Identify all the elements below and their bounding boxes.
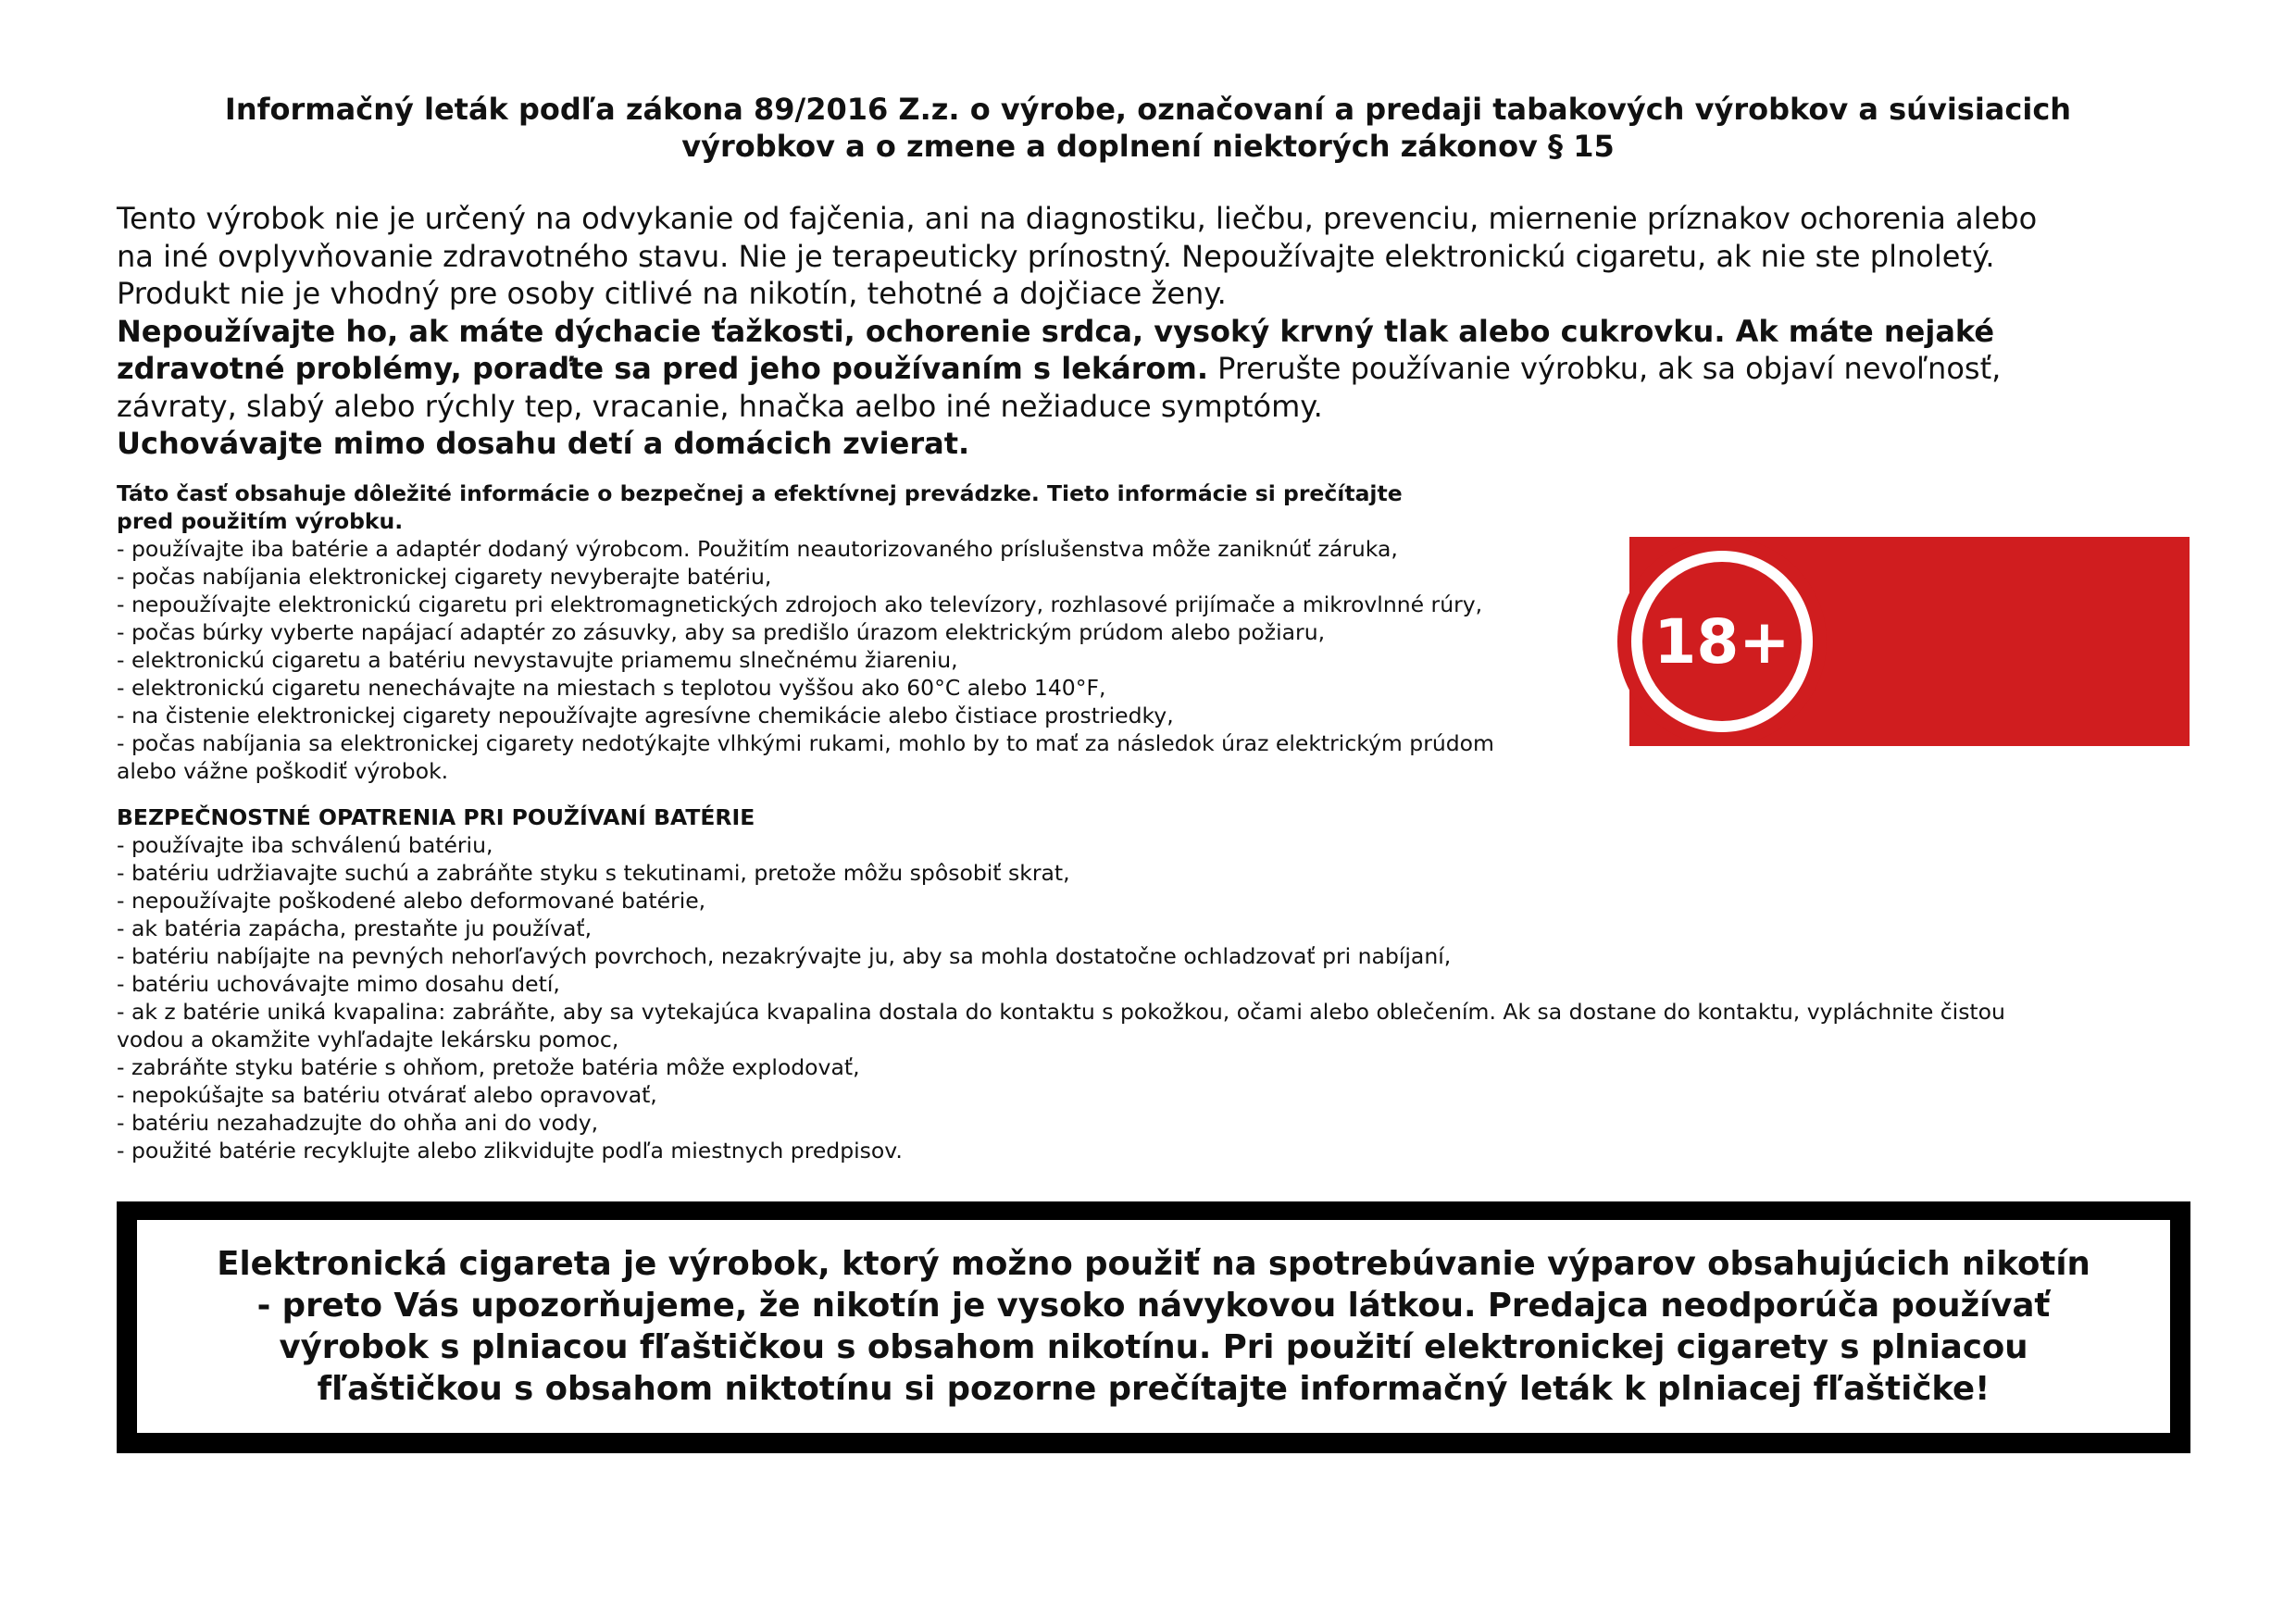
list-item: - používajte iba schválenú batériu, (117, 832, 493, 858)
intro-line: závraty, slabý alebo rýchly tep, vracanie, hnačka aelbo iné nežiaduce symptómy. (117, 388, 1323, 424)
nicotine-warning-box (117, 1201, 2190, 1453)
list-item: - nepoužívajte poškodené alebo deformované batérie, (117, 888, 706, 914)
list-item: - ak z batérie uniká kvapalina: zabráňte, aby sa vytekajúca kvapalina dostala do kontaktu s pokožkou, očami alebo oblečením. Ak sa dostane do kontaktu, vypláchnite čistou (117, 999, 2005, 1025)
list-item: vodou a okamžite vyhľadajte lekársku pomoc, (117, 1027, 619, 1052)
safety-section (117, 479, 1616, 785)
document-title (111, 91, 2185, 165)
title-line-1: Informačný leták podľa zákona 89/2016 Z.z. o výrobe, označovaní a predaji tabakových výrobkov a súvisiacich (224, 92, 2072, 127)
battery-heading: BEZPEČNOSTNÉ OPATRENIA PRI POUŽÍVANÍ BATÉRIE (117, 804, 755, 830)
list-item: - počas nabíjania elektronickej cigarety nevyberajte batériu, (117, 564, 772, 590)
age-restriction-badge (1642, 562, 1802, 721)
age-badge-label: 18+ (1653, 605, 1791, 678)
title-line-2: výrobkov a o zmene a doplnení niektorých zákonov § 15 (681, 129, 1615, 164)
intro-line: Tento výrobok nie je určený na odvykanie od fajčenia, ani na diagnostiku, liečbu, prevenciu, miernenie príznakov ochorenia alebo (117, 201, 2038, 236)
nicotine-warning-text (137, 1220, 2170, 1433)
safety-heading: Táto časť obsahuje dôležité informácie o bezpečnej a efektívnej prevádzke. Tieto informácie si prečítajte (117, 480, 1403, 506)
list-item: - batériu uchovávajte mimo dosahu detí, (117, 971, 560, 997)
intro-paragraph (117, 200, 2172, 463)
list-item: - počas nabíjania sa elektronickej cigarety nedotýkajte vlhkými rukami, mohlo by to mať za následok úraz elektrickým prúdom (117, 730, 1494, 756)
list-item: - elektronickú cigaretu nenechávajte na miestach s teplotou vyššou ako 60°C alebo 140°F, (117, 675, 1106, 701)
intro-regular-part: Prerušte používanie výrobku, ak sa objaví nevoľnosť, (1208, 351, 2002, 386)
intro-keep-away-line: Uchovávajte mimo dosahu detí a domácich zvierat. (117, 426, 970, 461)
list-item: alebo vážne poškodiť výrobok. (117, 758, 449, 784)
intro-bold-part: zdravotné problémy, poraďte sa pred jeho používaním s lekárom. (117, 351, 1208, 386)
intro-warning-line: Nepoužívajte ho, ak máte dýchacie ťažkosti, ochorenie srdca, vysoký krvný tlak alebo cukrovku. Ak máte nejaké (117, 313, 1995, 349)
list-item: - batériu udržiavajte suchú a zabráňte styku s tekutinami, pretože môžu spôsobiť skrat, (117, 860, 1070, 886)
list-item: - používajte iba batérie a adaptér dodaný výrobcom. Použitím neautorizovaného príslušenstva môže zaniknúť záruka, (117, 536, 1398, 562)
list-item: - použité batérie recyklujte alebo zlikvidujte podľa miestnych predpisov. (117, 1138, 903, 1164)
intro-mixed-line (117, 350, 2172, 388)
intro-line: Produkt nie je vhodný pre osoby citlivé na nikotín, tehotné a dojčiace ženy. (117, 276, 1227, 311)
warning-line: Elektronická cigareta je výrobok, ktorý možno použiť na spotrebúvanie výparov obsahujúcich nikotín (217, 1245, 2090, 1283)
warning-line: fľaštičkou s obsahom niktotínu si pozorne prečítajte informačný leták k plniacej fľaštičke! (317, 1370, 1990, 1408)
list-item: - zabráňte styku batérie s ohňom, pretože batéria môže explodovať, (117, 1054, 860, 1080)
list-item: - nepoužívajte elektronickú cigaretu pri elektromagnetických zdrojoch ako televízory, rozhlasové prijímače a mikrovlnné rúry, (117, 591, 1483, 617)
warning-line: - preto Vás upozorňujeme, že nikotín je vysoko návykovou látkou. Predajca neodporúča používať (256, 1287, 2051, 1325)
list-item: - batériu nezahadzujte do ohňa ani do vody, (117, 1110, 599, 1136)
battery-section (117, 803, 2190, 1164)
list-item: - batériu nabíjajte na pevných nehorľavých povrchoch, nezakrývajte ju, aby sa mohla dostatočne ochladzovať pri nabíjaní, (117, 943, 1452, 969)
list-item: - nepokúšajte sa batériu otvárať alebo opravovať, (117, 1082, 657, 1108)
safety-heading-cont: pred použitím výrobku. (117, 508, 404, 534)
list-item: - elektronickú cigaretu a batériu nevystavujte priamemu slnečnému žiareniu, (117, 647, 958, 673)
intro-line: na iné ovplyvňovanie zdravotného stavu. Nie je terapeuticky prínostný. Nepoužívajte elektronickú cigaretu, ak nie ste plnoletý. (117, 238, 1995, 274)
list-item: - na čistenie elektronickej cigarety nepoužívajte agresívne chemikácie alebo čistiace prostriedky, (117, 703, 1174, 728)
list-item: - počas búrky vyberte napájací adaptér zo zásuvky, aby sa predišlo úrazom elektrickým prúdom alebo požiaru, (117, 619, 1326, 645)
warning-line: výrobok s plniacou fľaštičkou s obsahom nikotínu. Pri použití elektronickej cigarety s plniacou (279, 1328, 2028, 1366)
list-item: - ak batéria zapácha, prestaňte ju používať, (117, 915, 593, 941)
